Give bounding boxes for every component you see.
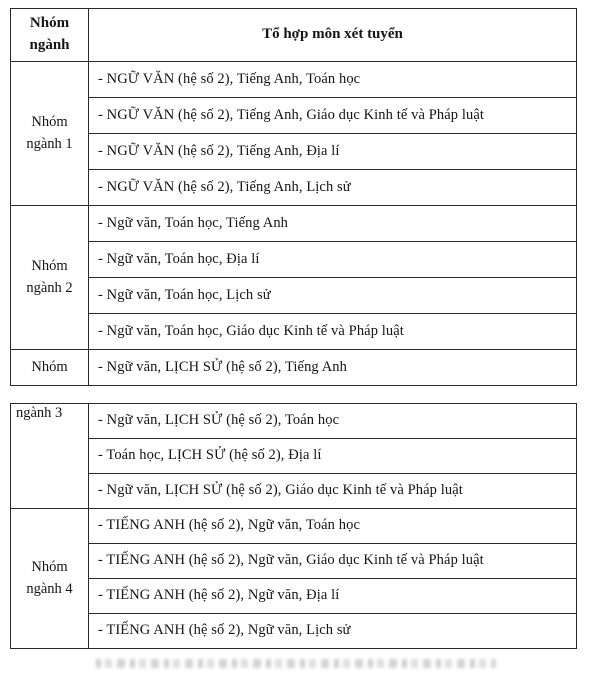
table-header-row: [11, 9, 577, 62]
admission-combos-table-page2: [10, 403, 577, 649]
combo-cell: - TIẾNG ANH (hệ số 2), Ngữ văn, Địa lí: [89, 578, 577, 613]
table-row: [11, 473, 577, 508]
table-row: [11, 169, 577, 205]
table-row: [11, 241, 577, 277]
admission-combos-table-page1: [10, 8, 577, 386]
combo-cell: - NGỮ VĂN (hệ số 2), Tiếng Anh, Toán học: [89, 61, 577, 97]
page-break-gap: [10, 386, 604, 403]
table-row: [11, 277, 577, 313]
table-row: [11, 133, 577, 169]
combo-cell: - Ngữ văn, Toán học, Lịch sử: [89, 277, 577, 313]
table-row: [11, 543, 577, 578]
table-row: [11, 61, 577, 97]
table-row: [11, 508, 577, 543]
group-label-cell: Nhóm ngành 1: [11, 61, 89, 205]
group-label-cell: ngành 3: [11, 403, 89, 508]
combo-cell: - Ngữ văn, Toán học, Địa lí: [89, 241, 577, 277]
group-label-cell: Nhóm ngành 2: [11, 205, 89, 349]
combo-cell: - NGỮ VĂN (hệ số 2), Tiếng Anh, Giáo dục Kinh tế và Pháp luật: [89, 97, 577, 133]
combo-cell: - Ngữ văn, LỊCH SỬ (hệ số 2), Tiếng Anh: [89, 349, 577, 385]
header-cell-combos-column: Tổ hợp môn xét tuyển: [89, 9, 577, 62]
combo-cell: - Toán học, LỊCH SỬ (hệ số 2), Địa lí: [89, 438, 577, 473]
combo-cell: - Ngữ văn, Toán học, Tiếng Anh: [89, 205, 577, 241]
table-row: [11, 578, 577, 613]
cutoff-text-artifact: [96, 659, 496, 668]
combo-cell: - Ngữ văn, LỊCH SỬ (hệ số 2), Giáo dục Kinh tế và Pháp luật: [89, 473, 577, 508]
combo-cell: - NGỮ VĂN (hệ số 2), Tiếng Anh, Lịch sử: [89, 169, 577, 205]
combo-cell: - TIẾNG ANH (hệ số 2), Ngữ văn, Giáo dục Kinh tế và Pháp luật: [89, 543, 577, 578]
combo-cell: - Ngữ văn, LỊCH SỬ (hệ số 2), Toán học: [89, 403, 577, 438]
group-label-cell: Nhóm ngành 4: [11, 508, 89, 648]
combo-cell: - TIẾNG ANH (hệ số 2), Ngữ văn, Lịch sử: [89, 613, 577, 648]
header-cell-group-column: Nhóm ngành: [11, 9, 89, 62]
combo-cell: - TIẾNG ANH (hệ số 2), Ngữ văn, Toán học: [89, 508, 577, 543]
table-row: [11, 349, 577, 385]
table-row: [11, 438, 577, 473]
table-row: [11, 205, 577, 241]
table-row: [11, 313, 577, 349]
combo-cell: - NGỮ VĂN (hệ số 2), Tiếng Anh, Địa lí: [89, 133, 577, 169]
combo-cell: - Ngữ văn, Toán học, Giáo dục Kinh tế và Pháp luật: [89, 313, 577, 349]
group-label-cell: Nhóm: [11, 349, 89, 385]
table-row: [11, 613, 577, 648]
table-row: [11, 97, 577, 133]
table-row: [11, 403, 577, 438]
